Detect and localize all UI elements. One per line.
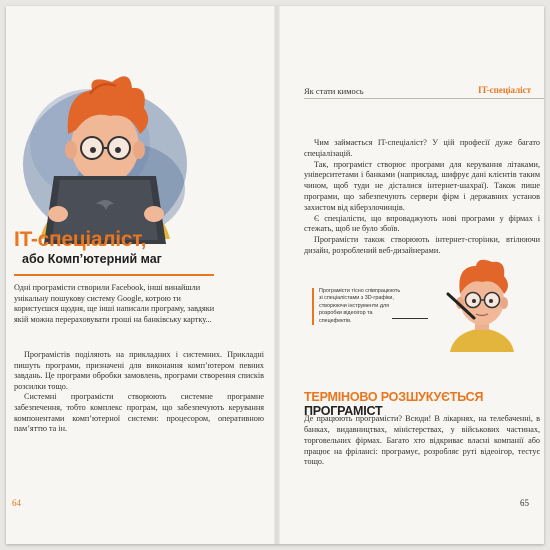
right-body-text-2 [304, 406, 540, 476]
page-number-left: 64 [12, 498, 21, 508]
chapter-title [14, 228, 254, 267]
headline-orange: ТЕРМІНОВО РОЗШУКУЄТЬСЯ [304, 390, 484, 404]
header-rule [304, 98, 544, 99]
right-page [280, 6, 544, 544]
thinking-programmer-illustration [444, 256, 520, 352]
callout-note: Програмісти тісно співпрацюють зі спеціалістами з 3D-графіки, створюючи інструменти для розробки відеоігор та спецефектів. [312, 288, 403, 325]
title-underline [14, 274, 214, 276]
paragraph: Системні програмісти створюють системне програмне забезпечення, тобто комплекс програм, що забезпечують керування компонентами комп’ютерної системи: процесором, оперативною пам’яттю та ін. [14, 392, 264, 434]
page-number-right: 65 [520, 498, 529, 508]
book-spread [6, 6, 544, 544]
paragraph: Програмісти також створюють інтернет-сторінки, втілюючи дизайн, розроблений веб-дизайнерами. [304, 235, 540, 255]
paragraph: Є спеціалісти, що впроваджують нові програми у фірмах і стежать, щоб не було збоїв. [304, 213, 540, 234]
headline-dark: ПРОГРАМІСТ [304, 404, 383, 418]
callout-pointer-line [392, 318, 428, 319]
intro-text: Одні програмісти створили Facebook, інші винайшли унікальну пошукову систему Google, котрою ти користуєшся щодня, ще інші написали програму, завдяки якій можна перераховувати гроші на банківську картку... [14, 283, 215, 324]
paragraph: Так, програміст створює програми для керування літаками, університетами і банками (наприклад, шифрує дані клієнтів таким чином, щоб туди не дісталися інтернет-шахраї). Також пише програми, що забезпечують сервери фірм і державних установ захистом від кіберзлочинців. [304, 159, 540, 212]
left-body-text [14, 350, 264, 435]
running-header-label: Як стати кимось [304, 86, 364, 96]
programmer-at-laptop-illustration [20, 64, 190, 244]
paragraph: Програмістів поділяють на прикладних і системних. Прикладні пишуть програми, призначені для виконання комп’ютером певних завдань. Це програми обробки замовлень, програми створення списків розсилки тощо. [14, 350, 264, 391]
paragraph: Чим займається IT-спеціаліст? У цій професії дуже багато спеціалізацій. [304, 138, 540, 158]
running-header-tag: IT-спеціаліст [478, 85, 532, 95]
left-page [6, 6, 274, 544]
title-subtitle: або Комп’ютерний маг [22, 252, 162, 266]
right-body-text [304, 138, 540, 257]
paragraph: Де працюють програмісти? Всюди! В лікарнях, на телебаченні, в банках, видавництвах, міністерствах, у військових частинах, торговельних фірмах. Багато хто відкриває власні компанії або працює на фрілансі: програмує, розробляє руті відеоігор, тестує тощо. [304, 414, 540, 467]
title-main: IT-спеціаліст, [14, 228, 147, 251]
